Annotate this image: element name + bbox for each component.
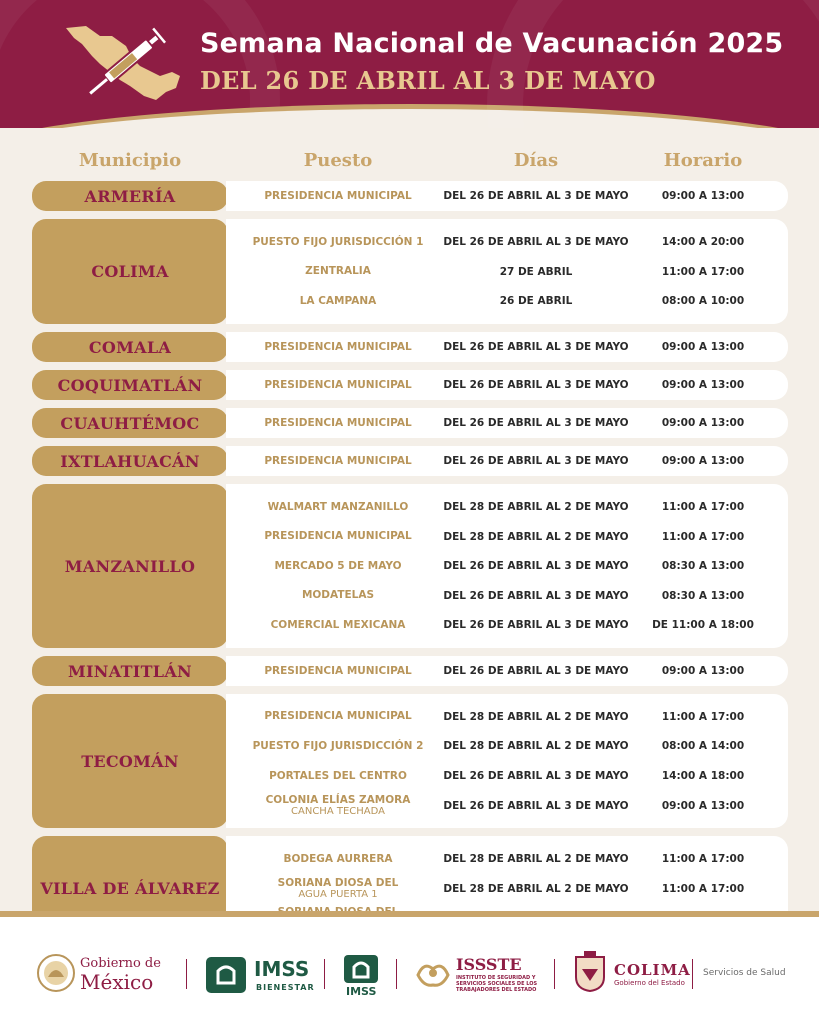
list-item [226,656,788,686]
puesto-name: PRESIDENCIA MUNICIPAL [264,454,412,467]
municipio-label: IXTLAHUACÁN [32,446,228,476]
puesto-cell [226,286,450,316]
puesto-name: PORTALES DEL CENTRO [269,769,407,782]
horario-cell: 11:00 A 17:00 [661,710,745,723]
puesto-cell [226,761,450,791]
footer-logos [0,917,819,1024]
puesto-name: BODEGA AURRERA [283,852,393,865]
column-header-municipio: Municipio [78,150,182,171]
horario-cell: 11:00 A 17:00 [661,501,745,513]
list-item [226,332,788,362]
municipio-label: TECOMÁN [32,694,228,828]
gobierno-mexico-logo [80,955,161,994]
entries-card [226,484,788,648]
list-item [226,257,788,287]
table-row [32,446,788,476]
list-item [226,791,788,821]
dias-cell: DEL 28 DE ABRIL AL 2 DE MAYO [443,530,629,543]
puesto-name: COLONIA ELÍAS ZAMORA [265,793,411,806]
list-item [226,581,788,611]
imss-bienestar-icon [206,957,246,993]
municipio-label: COLIMA [32,219,228,324]
issste-sub: INSTITUTO DE SEGURIDAD Y SERVICIOS SOCIALES DE LOS TRABAJADORES DEL ESTADO [456,975,538,993]
puesto-name: PRESIDENCIA MUNICIPAL [264,530,412,543]
puesto-cell [226,656,450,686]
puesto-name: MERCADO 5 DE MAYO [274,559,402,572]
dias-cell: 26 DE ABRIL [499,295,573,308]
list-item [226,446,788,476]
dias-cell: DEL 26 DE ABRIL AL 3 DE MAYO [443,770,629,782]
puesto-name: PRESIDENCIA MUNICIPAL [264,664,412,677]
horario-cell: 09:00 A 13:00 [661,799,745,812]
entries-card [226,694,788,828]
column-header-dias: Días [513,150,559,171]
header-divider [0,104,819,128]
dias-cell: DEL 28 DE ABRIL AL 2 DE MAYO [443,740,629,753]
puesto-cell [226,446,450,476]
horario-cell: 09:00 A 13:00 [661,190,745,202]
footer-separator [554,959,555,989]
puesto-cell [226,370,450,400]
entries-card [226,408,788,438]
puesto-cell [226,492,450,522]
puesto-name: PRESIDENCIA MUNICIPAL [264,189,412,202]
horario-cell: 09:00 A 13:00 [661,665,745,677]
puesto-name: PRESIDENCIA MUNICIPAL [264,340,412,353]
dias-cell: DEL 26 DE ABRIL AL 3 DE MAYO [443,619,629,632]
table-row [32,332,788,362]
puesto-cell [226,731,450,761]
puesto-name: WALMART MANZANILLO [267,500,409,513]
dias-cell: DEL 28 DE ABRIL AL 2 DE MAYO [443,853,629,866]
dias-cell: 27 DE ABRIL [499,265,573,278]
list-item [226,702,788,732]
horario-cell: 09:00 A 13:00 [661,379,745,391]
dias-cell: DEL 26 DE ABRIL AL 3 DE MAYO [443,341,629,353]
footer-separator [324,959,325,989]
list-item [226,370,788,400]
table-row [32,219,788,324]
header-banner [0,0,819,128]
mexico-seal-icon [36,953,76,993]
dias-cell: DEL 26 DE ABRIL AL 3 DE MAYO [443,799,629,812]
list-item [226,522,788,552]
column-header-puesto: Puesto [303,150,373,171]
entries-card [226,332,788,362]
municipio-label: MANZANILLO [32,484,228,648]
page-title: Semana Nacional de Vacunación 2025 [200,28,784,59]
list-item [226,408,788,438]
puesto-name: SORIANA DIOSA DEL [277,876,399,889]
puesto-cell [226,791,450,821]
dias-cell: DEL 26 DE ABRIL AL 3 DE MAYO [443,190,629,202]
list-item [226,731,788,761]
municipio-label: ARMERÍA [32,181,228,211]
municipio-label: COQUIMATLÁN [32,370,228,400]
imss-bienestar-sub: BIENESTAR [256,983,315,992]
imss-icon [344,955,378,983]
horario-cell: DE 11:00 A 18:00 [652,619,754,632]
colima-logo: COLIMA [614,961,691,979]
puesto-name: PRESIDENCIA MUNICIPAL [264,416,412,429]
list-item [226,551,788,581]
table-row [32,694,788,828]
table-row [32,484,788,648]
dias-cell: DEL 26 DE ABRIL AL 3 DE MAYO [443,665,629,677]
puesto-name: COMERCIAL MEXICANA [270,618,406,631]
dias-cell: DEL 26 DE ABRIL AL 3 DE MAYO [443,589,629,602]
list-item [226,844,788,874]
list-item [226,761,788,791]
puesto-cell [226,702,450,732]
horario-cell: 08:30 A 13:00 [661,560,745,573]
horario-cell: 11:00 A 17:00 [661,530,745,543]
horario-cell: 14:00 A 20:00 [661,236,745,249]
gobierno-line1: Gobierno de [80,956,161,971]
puesto-cell [226,181,450,211]
dias-cell: DEL 28 DE ABRIL AL 2 DE MAYO [443,501,629,513]
horario-cell: 09:00 A 13:00 [661,455,745,467]
horario-cell: 08:00 A 14:00 [661,740,745,753]
horario-cell: 11:00 A 17:00 [661,882,745,895]
puesto-name: PRESIDENCIA MUNICIPAL [264,378,412,391]
puesto-cell [226,581,450,611]
horario-cell: 11:00 A 17:00 [661,853,745,866]
issste-hands-icon [414,955,452,991]
entries-card [226,656,788,686]
dias-cell: DEL 26 DE ABRIL AL 3 DE MAYO [443,560,629,573]
municipio-label: COMALA [32,332,228,362]
horario-cell: 09:00 A 13:00 [661,417,745,429]
list-item [226,181,788,211]
colima-shield-icon [572,949,608,993]
municipio-label: VILLA DE ÁLVAREZ [32,836,228,941]
entries-card [226,219,788,324]
entries-card [226,181,788,211]
puesto-cell [226,257,450,287]
page-subtitle: DEL 26 DE ABRIL AL 3 DE MAYO [200,66,656,95]
issste-logo: ISSSTE [456,955,522,974]
table-row [32,656,788,686]
dias-cell: DEL 28 DE ABRIL AL 2 DE MAYO [443,710,629,723]
dias-cell: DEL 26 DE ABRIL AL 3 DE MAYO [443,379,629,391]
mexico-map-syringe-icon [60,14,190,106]
list-item [226,610,788,640]
puesto-cell [226,522,450,552]
column-header-horario: Horario [663,150,743,171]
puesto-name: LA CAMPANA [299,294,377,307]
list-item [226,492,788,522]
table-row [32,181,788,211]
horario-cell: 08:00 A 10:00 [661,295,745,308]
puesto-cell [226,332,450,362]
dias-cell: DEL 28 DE ABRIL AL 2 DE MAYO [443,882,629,895]
puesto-cell [226,874,450,904]
list-item [226,874,788,904]
dias-cell: DEL 26 DE ABRIL AL 3 DE MAYO [443,236,629,249]
imss-bienestar-logo: IMSS [254,957,310,981]
puesto-name: PUESTO FIJO JURISDICCIÓN 2 [252,739,424,752]
entries-card [226,370,788,400]
table-row [32,408,788,438]
puesto-cell [226,551,450,581]
gobierno-line2: México [80,970,154,994]
list-item [226,286,788,316]
puesto-name: PRESIDENCIA MUNICIPAL [264,710,412,723]
horario-cell: 08:30 A 13:00 [661,589,745,602]
entries-card [226,446,788,476]
footer-separator [186,959,187,989]
puesto-cell [226,844,450,874]
imss-logo: IMSS [346,985,377,998]
horario-cell: 11:00 A 17:00 [661,265,745,278]
dias-cell: DEL 26 DE ABRIL AL 3 DE MAYO [443,455,629,467]
puesto-cell [226,227,450,257]
municipio-label: MINATITLÁN [32,656,228,686]
list-item [226,227,788,257]
footer-separator [396,959,397,989]
puesto-name: ZENTRALIA [305,265,371,278]
municipio-label: CUAUHTÉMOC [32,408,228,438]
horario-cell: 09:00 A 13:00 [661,341,745,353]
colima-sub: Gobierno del Estado [614,979,685,987]
puesto-sub: CANCHA TECHADA [291,805,385,817]
puesto-sub: AGUA PUERTA 1 [298,888,378,900]
puesto-cell [226,408,450,438]
dias-cell: DEL 26 DE ABRIL AL 3 DE MAYO [443,417,629,429]
puesto-name: MODATELAS [301,589,375,602]
horario-cell: 14:00 A 18:00 [661,770,745,782]
puesto-cell [226,610,450,640]
puesto-name: PUESTO FIJO JURISDICCIÓN 1 [252,235,424,248]
servicios-salud-logo: Servicios de Salud [703,968,786,978]
footer-separator [692,959,693,989]
table-row [32,370,788,400]
